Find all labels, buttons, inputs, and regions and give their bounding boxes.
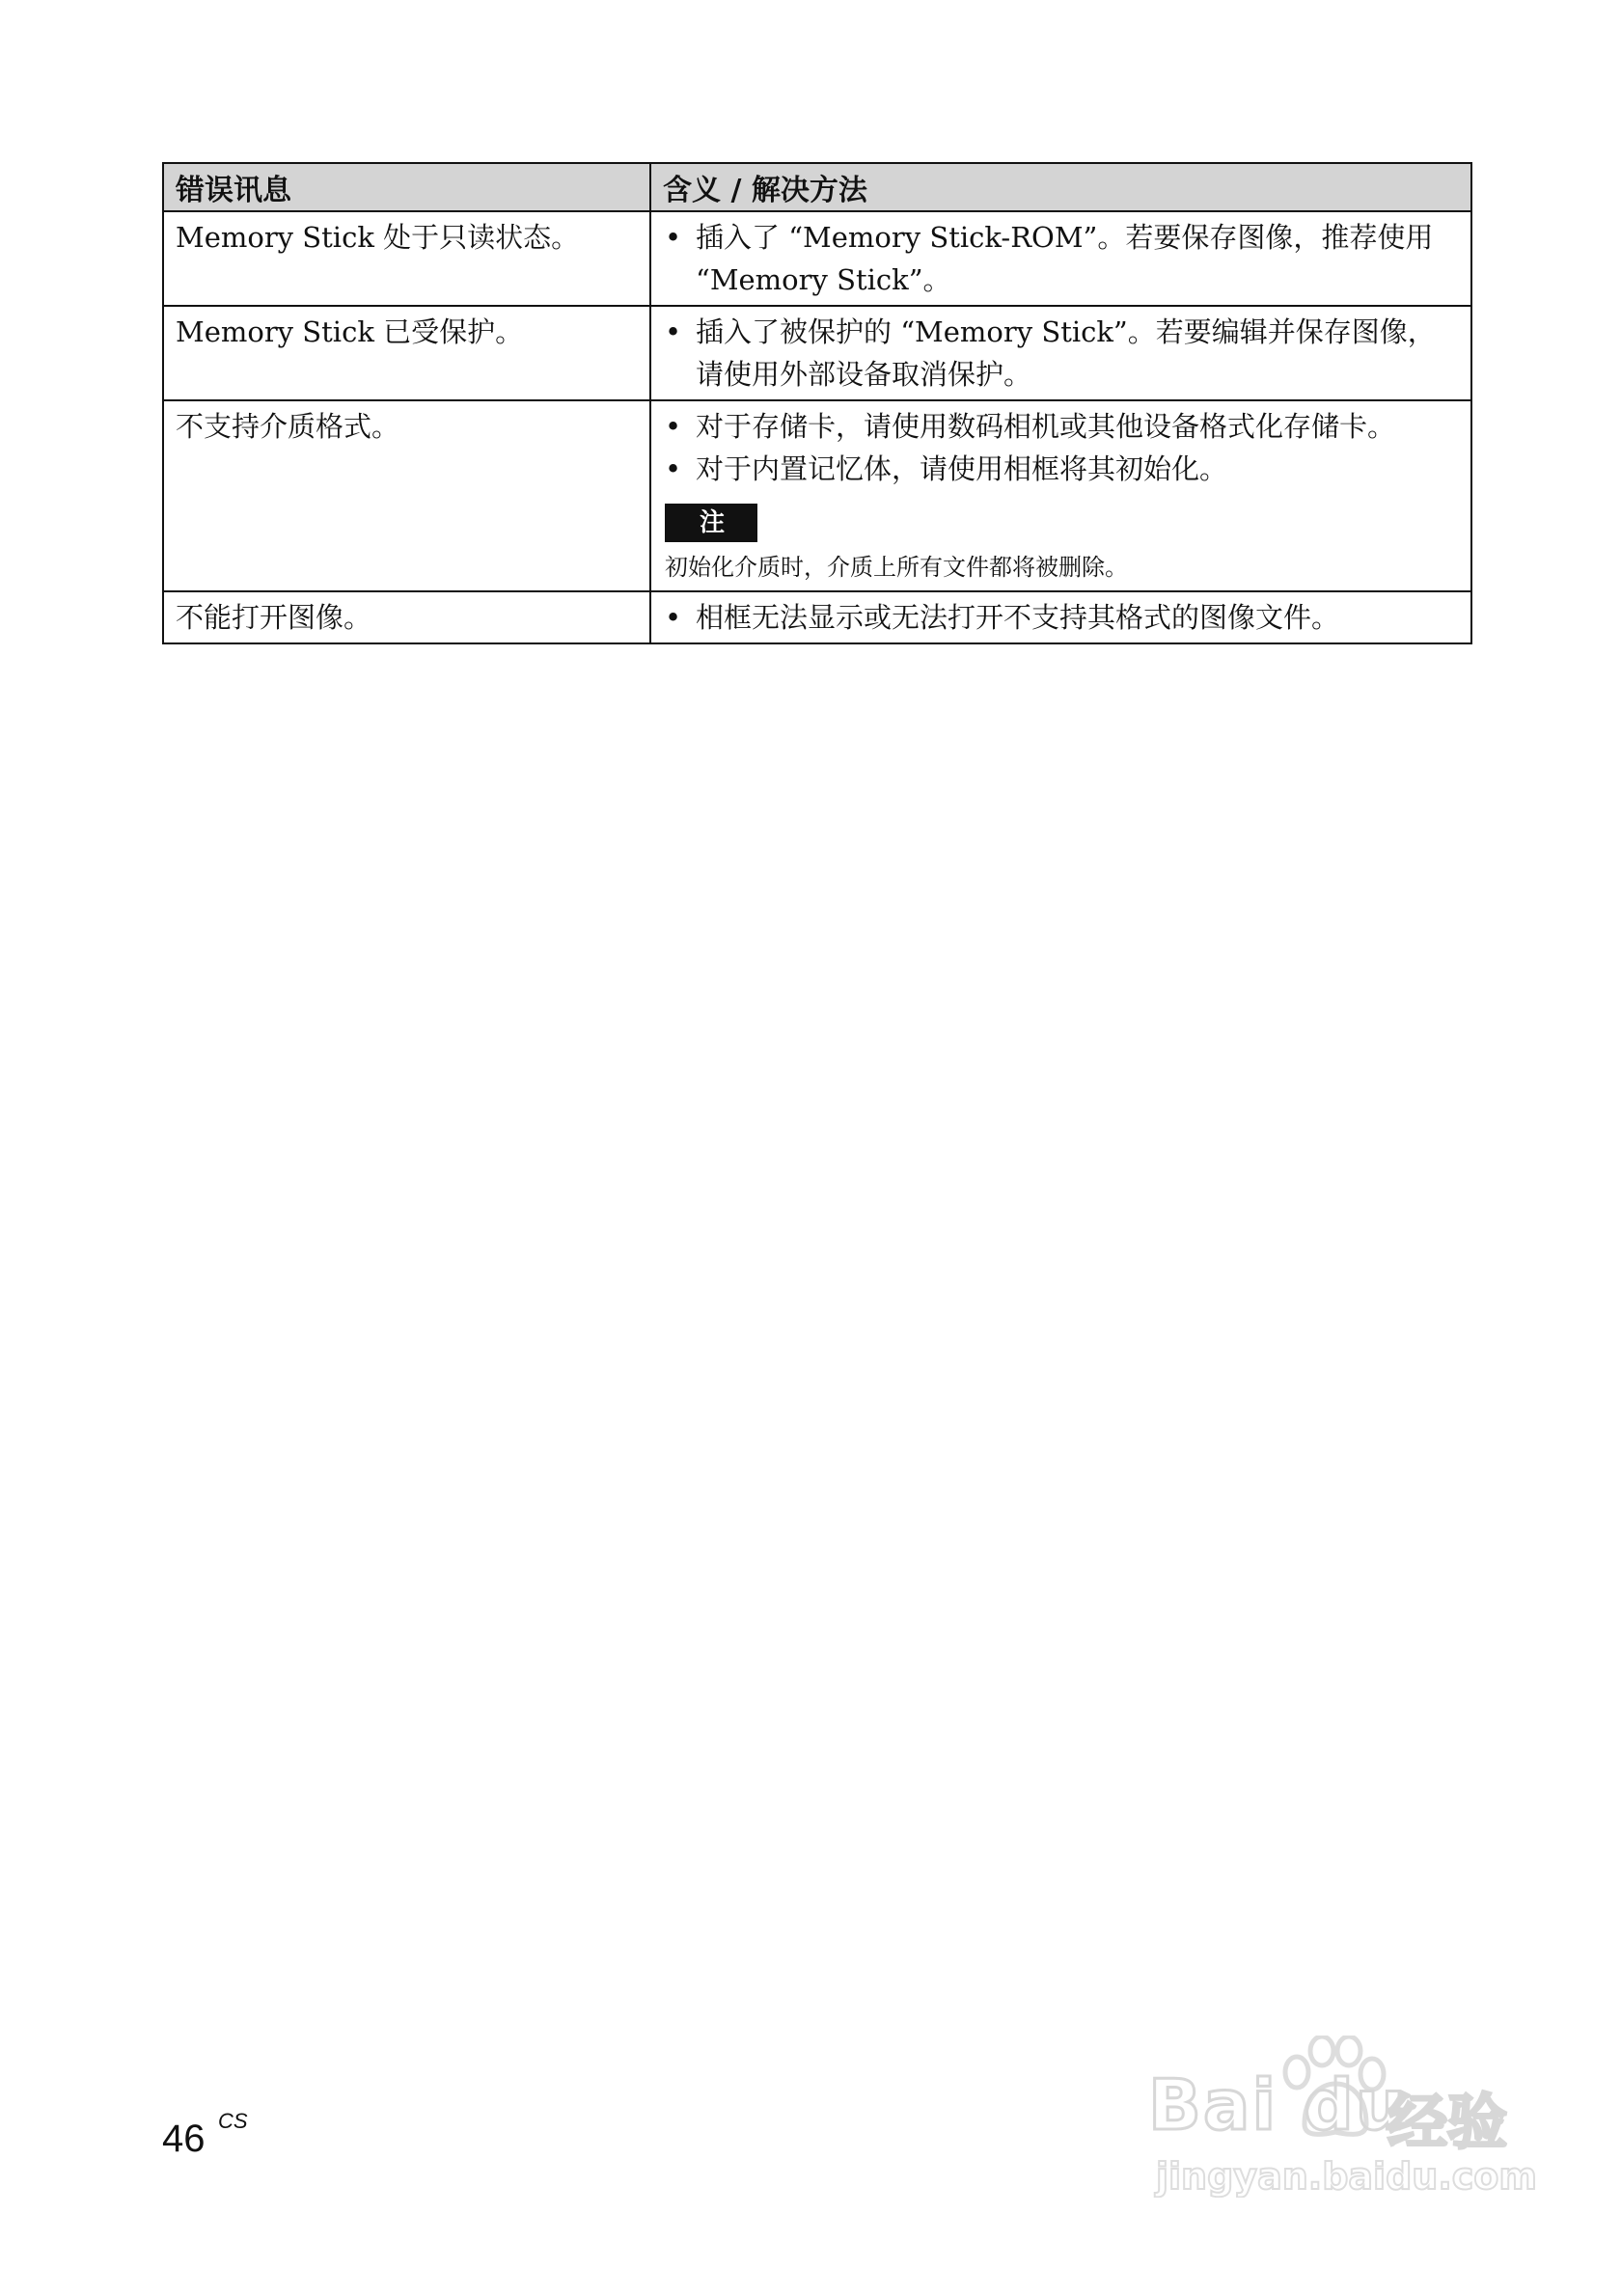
solution-cell bbox=[650, 306, 1471, 400]
bullet-icon: • bbox=[665, 221, 682, 254]
error-message-table-container bbox=[162, 162, 1472, 644]
error-message-cell: 不能打开图像。 bbox=[163, 591, 650, 643]
solution-item bbox=[663, 216, 1459, 301]
solution-cell bbox=[650, 591, 1471, 643]
table-row bbox=[163, 211, 1471, 306]
page-number: 46 bbox=[162, 2118, 206, 2160]
error-message-table bbox=[162, 162, 1472, 644]
baidu-jingyan-watermark bbox=[1148, 2036, 1553, 2228]
solution-text: 相框无法显示或无法打开不支持其格式的图像文件。 bbox=[696, 601, 1340, 634]
solution-list bbox=[663, 405, 1459, 490]
solution-text: 插入了被保护的 “Memory Stick”。若要编辑并保存图像，请使用外部设备取消保护。 bbox=[696, 315, 1436, 391]
solution-list bbox=[663, 596, 1459, 639]
solution-item bbox=[663, 596, 1459, 639]
error-message-cell: Memory Stick 已受保护。 bbox=[163, 306, 650, 400]
error-message-cell: Memory Stick 处于只读状态。 bbox=[163, 211, 650, 306]
solution-cell bbox=[650, 211, 1471, 306]
table-row bbox=[163, 400, 1471, 591]
column-header-error-message: 错误讯息 bbox=[163, 163, 650, 211]
bullet-icon: • bbox=[665, 452, 682, 485]
solution-text: 对于存储卡，请使用数码相机或其他设备格式化存储卡。 bbox=[696, 410, 1396, 443]
solution-item bbox=[663, 448, 1459, 490]
note-text: 初始化介质时，介质上所有文件都将被删除。 bbox=[665, 554, 1128, 581]
watermark-url: jingyan.baidu.com bbox=[1156, 2155, 1537, 2198]
bullet-icon: • bbox=[665, 601, 682, 634]
error-message-cell: 不支持介质格式。 bbox=[163, 400, 650, 591]
solution-text: 对于内置记忆体，请使用相框将其初始化。 bbox=[696, 452, 1228, 485]
solution-list bbox=[663, 311, 1459, 396]
solution-item bbox=[663, 405, 1459, 448]
column-header-meaning-solution: 含义 / 解决方法 bbox=[650, 163, 1471, 211]
solution-item bbox=[663, 311, 1459, 396]
table-row bbox=[163, 306, 1471, 400]
table-row bbox=[163, 591, 1471, 643]
solution-list bbox=[663, 216, 1459, 301]
watermark-brand-suffix: 经验 bbox=[1387, 2087, 1508, 2157]
solution-text: 插入了 “Memory Stick-ROM”。若要保存图像，推荐使用 “Memory Stick”。 bbox=[696, 221, 1434, 296]
bullet-icon: • bbox=[665, 315, 682, 348]
note-label: 注 bbox=[665, 504, 757, 542]
page-language-code: CS bbox=[218, 2109, 248, 2133]
solution-cell bbox=[650, 400, 1471, 591]
watermark-brand: Bai du bbox=[1148, 2064, 1408, 2146]
bullet-icon: • bbox=[665, 410, 682, 443]
table-header-row bbox=[163, 163, 1471, 211]
